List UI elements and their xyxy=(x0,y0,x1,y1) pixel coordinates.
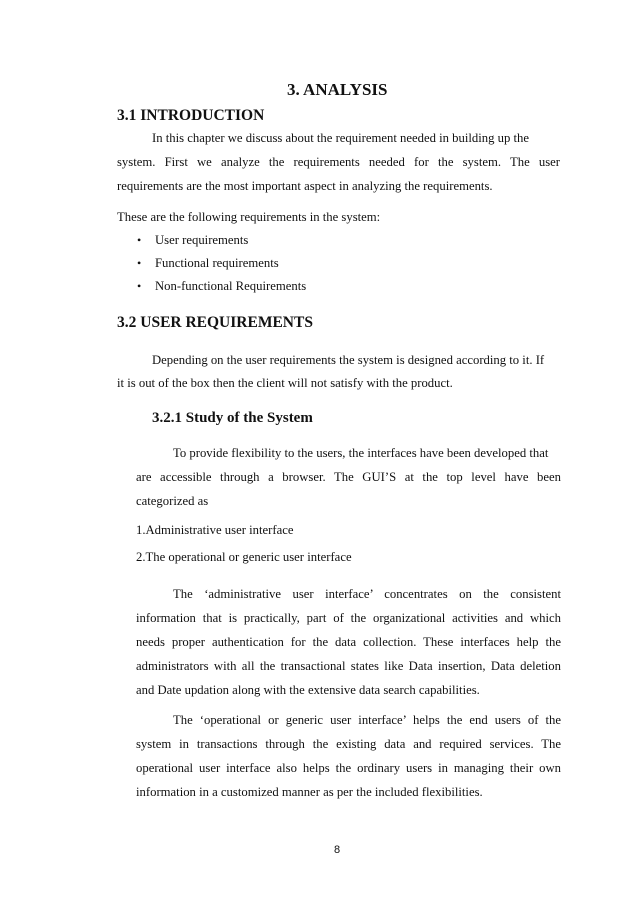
study-para1-line1: To provide flexibility to the users, the interfaces have been developed that xyxy=(173,446,549,460)
bullet-dot-icon: • xyxy=(137,279,142,293)
study-para3-line3: operational user interface also helps the ordinary users in managing their own xyxy=(136,761,561,775)
page-number: 8 xyxy=(334,844,341,856)
study-para3-line4: information in a customized manner as per the included flexibilities. xyxy=(136,785,483,799)
study-para2-line4: administrators with all the transactional states like Data insertion, Data deletion xyxy=(136,659,561,673)
intro-para1-line2: system. First we analyze the requirements needed for the system. The user xyxy=(117,155,560,169)
subsection-heading-study: 3.2.1 Study of the System xyxy=(152,410,313,426)
section-heading-user-requirements: 3.2 USER REQUIREMENTS xyxy=(117,314,313,331)
user-para-line2: it is out of the box then the client will not satisfy with the product. xyxy=(117,376,453,390)
intro-para1-line1: In this chapter we discuss about the requirement needed in building up the xyxy=(152,131,530,145)
bullet-item: Non-functional Requirements xyxy=(155,279,307,293)
bullet-item: Functional requirements xyxy=(155,256,279,270)
study-para3-line2: system in transactions through the existing data and required services. The xyxy=(136,737,561,751)
study-para3-line1: The ‘operational or generic user interface’ helps the end users of the xyxy=(173,713,561,727)
interface-list-item: 1.Administrative user interface xyxy=(136,523,294,537)
study-para2-line5: and Date updation along with the extensive data search capabilities. xyxy=(136,683,480,697)
bullet-item: User requirements xyxy=(155,233,249,247)
bullet-dot-icon: • xyxy=(137,256,142,270)
section-heading-introduction: 3.1 INTRODUCTION xyxy=(117,107,265,124)
intro-para2: These are the following requirements in the system: xyxy=(117,210,381,224)
study-para2-line2: information that is practically, part of the organizational activities and which xyxy=(136,611,561,625)
study-para2-line3: needs proper authentication for the data collection. These interfaces help the xyxy=(136,635,561,649)
study-para1-line3: categorized as xyxy=(136,494,209,508)
study-para1-line2: are accessible through a browser. The GUI’S at the top level have been xyxy=(136,470,561,484)
study-para2-line1: The ‘administrative user interface’ concentrates on the consistent xyxy=(173,587,561,601)
chapter-title: 3. ANALYSIS xyxy=(287,80,388,99)
user-para-line1: Depending on the user requirements the system is designed according to it. If xyxy=(152,353,545,367)
bullet-dot-icon: • xyxy=(137,233,142,247)
intro-para1-line3: requirements are the most important aspect in analyzing the requirements. xyxy=(117,179,493,193)
interface-list-item: 2.The operational or generic user interface xyxy=(136,550,352,564)
